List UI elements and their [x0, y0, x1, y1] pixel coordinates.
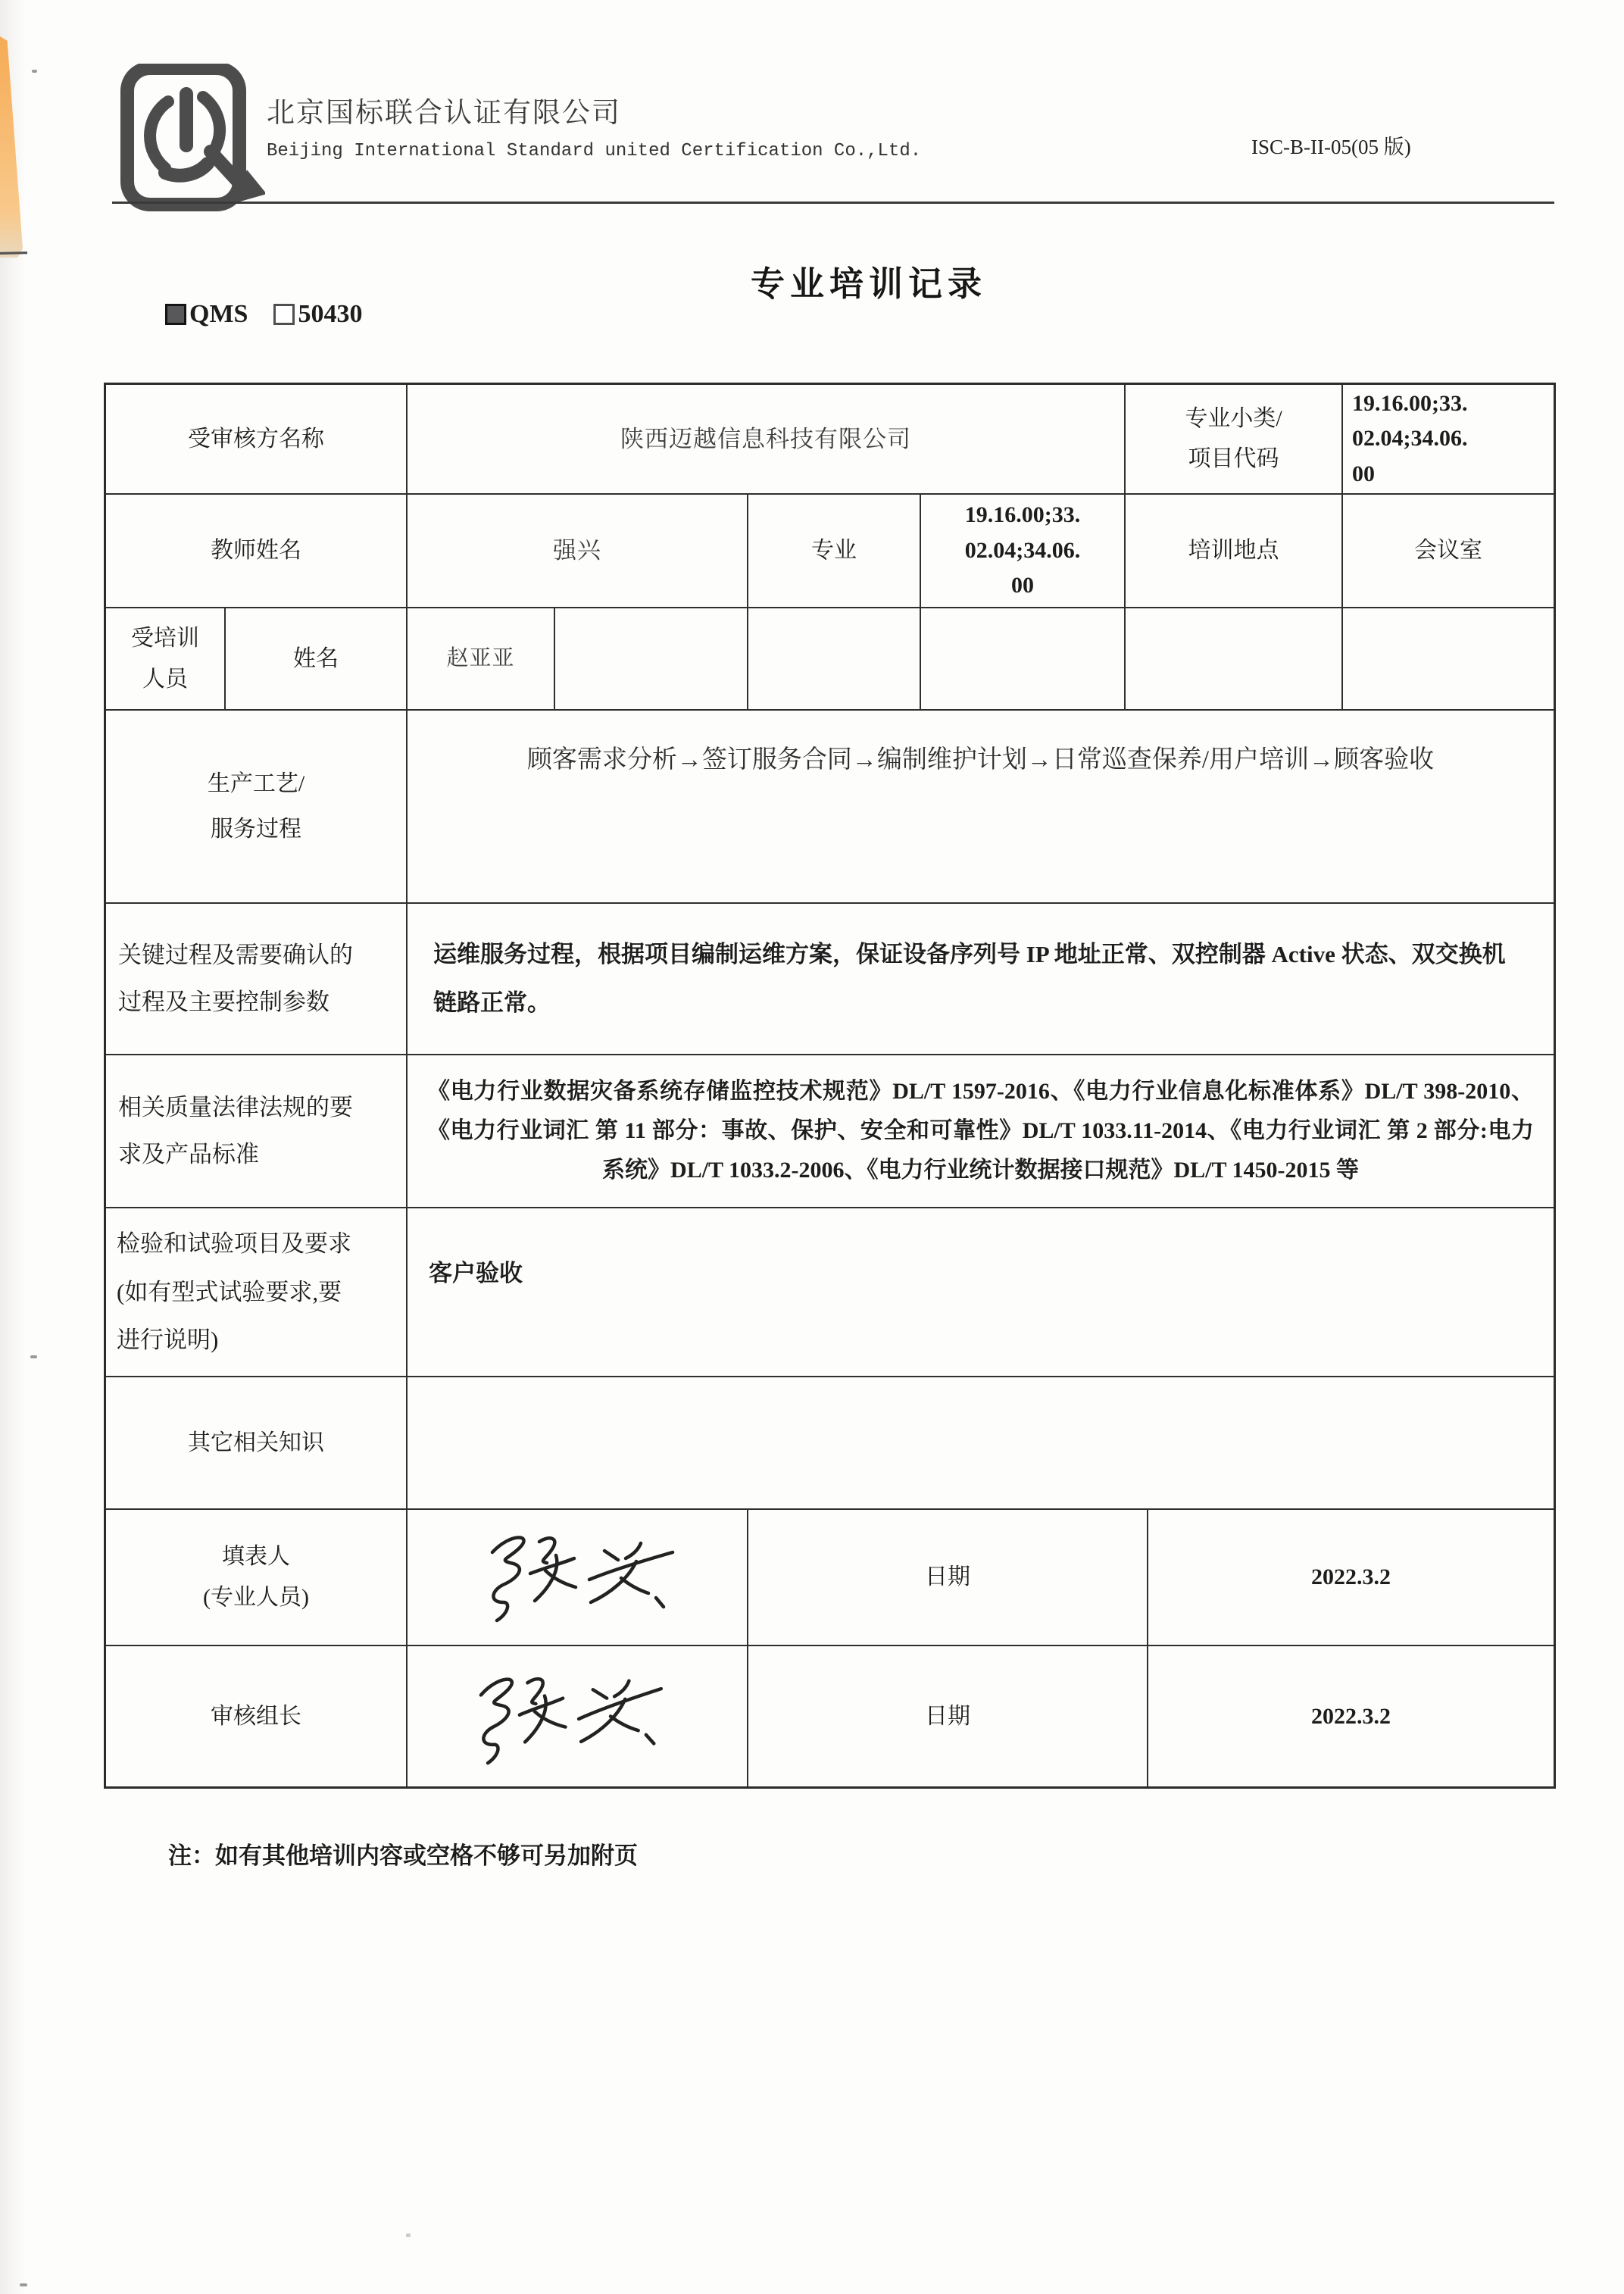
auditor-date-value-cell: 2022.3.2: [1311, 1703, 1391, 1729]
key-process-value-cell: 运维服务过程，根据项目编制运维方案，保证设备序列号 IP 地址正常、双控制器 Active 状态、双交换机链路正常。: [408, 904, 1554, 1055]
preparer-date-value-cell: 2022.3.2: [1148, 1510, 1554, 1646]
checkbox-label-50430: 50430: [298, 300, 363, 328]
preparer-date-label-cell: 日期: [748, 1510, 1148, 1646]
inspection-value-cell: 客户验收: [408, 1208, 1554, 1377]
location-value-cell: 会议室: [1343, 495, 1554, 608]
location-label-cell: 培训地点: [1126, 495, 1343, 608]
trainee-label-cell: 受培训 人员: [106, 608, 226, 711]
checkbox-empty-icon[interactable]: [273, 304, 295, 325]
trainee-name-value-cell: 赵亚亚: [408, 608, 555, 711]
process-label-cell: 生产工艺/ 服务过程: [106, 711, 408, 904]
inspection-label-cell: 检验和试验项目及要求 (如有型式试验要求,要 进行说明): [106, 1208, 408, 1377]
teacher-label-cell: 教师姓名: [106, 495, 408, 608]
standard-checkbox-row: [165, 300, 362, 329]
signature-qiangxing: [464, 1513, 691, 1642]
auditee-label-cell: 受审核方名称: [106, 385, 408, 495]
training-record-table: [104, 383, 1556, 1789]
trainee-empty-cell: [555, 608, 748, 711]
scan-speck: [32, 70, 37, 73]
scan-speck: [20, 2283, 27, 2286]
category-code-cell: 19.16.00;33. 02.04;34.06. 00: [1343, 385, 1554, 495]
footer-note: 注：如有其他培训内容或空格不够可另加附页: [168, 1842, 638, 1869]
category-label-cell: 专业小类/ 项目代码: [1126, 385, 1343, 495]
teacher-value-cell: 强兴: [408, 495, 748, 608]
checkbox-filled-icon[interactable]: [165, 304, 186, 325]
scan-speck: [30, 1355, 37, 1358]
auditor-date-label-cell: 日期: [748, 1646, 1148, 1786]
other-knowledge-label-cell: 其它相关知识: [106, 1377, 408, 1510]
page-title: 专业培训记录: [750, 265, 987, 303]
company-name-cn: 北京国标联合认证有限公司: [267, 98, 621, 129]
auditor-signature-cell: [408, 1646, 748, 1786]
scan-edge-shadow: [0, 0, 26, 2294]
signature-qiangxing: [451, 1649, 682, 1785]
auditee-value-cell: 陕西迈越信息科技有限公司: [408, 385, 1126, 495]
header-divider: [112, 202, 1554, 204]
isc-logo: [114, 64, 265, 219]
major-label-cell: 专业: [748, 495, 921, 608]
preparer-label-cell: 填表人 (专业人员): [106, 1510, 408, 1646]
checkbox-label-qms: QMS: [189, 300, 248, 328]
trainee-empty-cell: [921, 608, 1126, 711]
other-knowledge-value-cell: [408, 1377, 1554, 1510]
preparer-signature-cell: [408, 1510, 748, 1646]
regulation-value-cell: 《电力行业数据灾备系统存储监控技术规范》DL/T 1597-2016、《电力行业信息化标准体系》DL/T 398-2010、《电力行业词汇 第 11 部分：事故、保护、安全和可靠性》DL/T 1033.11-2014、《电力行业词汇 第 2 部分:电力系统》DL/T 1033.2-2006、《电力行业统计数据接口规范》DL/T 1450-2015 等: [408, 1055, 1554, 1208]
scan-speck: [406, 2233, 411, 2237]
trainee-empty-cell: [1126, 608, 1343, 711]
key-process-label-cell: 关键过程及需要确认的 过程及主要控制参数: [106, 904, 408, 1055]
company-name-en: Beijing International Standard united Certification Co.,Ltd.: [267, 141, 922, 161]
trainee-name-label-cell: 姓名: [226, 608, 408, 711]
process-value-cell: 顾客需求分析→签订服务合同→编制维护计划→日常巡查保养/用户培训→顾客验收: [408, 711, 1554, 904]
major-code-cell: 19.16.00;33. 02.04;34.06. 00: [921, 495, 1126, 608]
document-code: ISC-B-II-05(05 版): [1251, 136, 1411, 158]
regulation-label-cell: 相关质量法律法规的要 求及产品标准: [106, 1055, 408, 1208]
trainee-empty-cell: [748, 608, 921, 711]
auditor-label-cell: 审核组长: [106, 1646, 408, 1786]
trainee-empty-cell: [1343, 608, 1554, 711]
